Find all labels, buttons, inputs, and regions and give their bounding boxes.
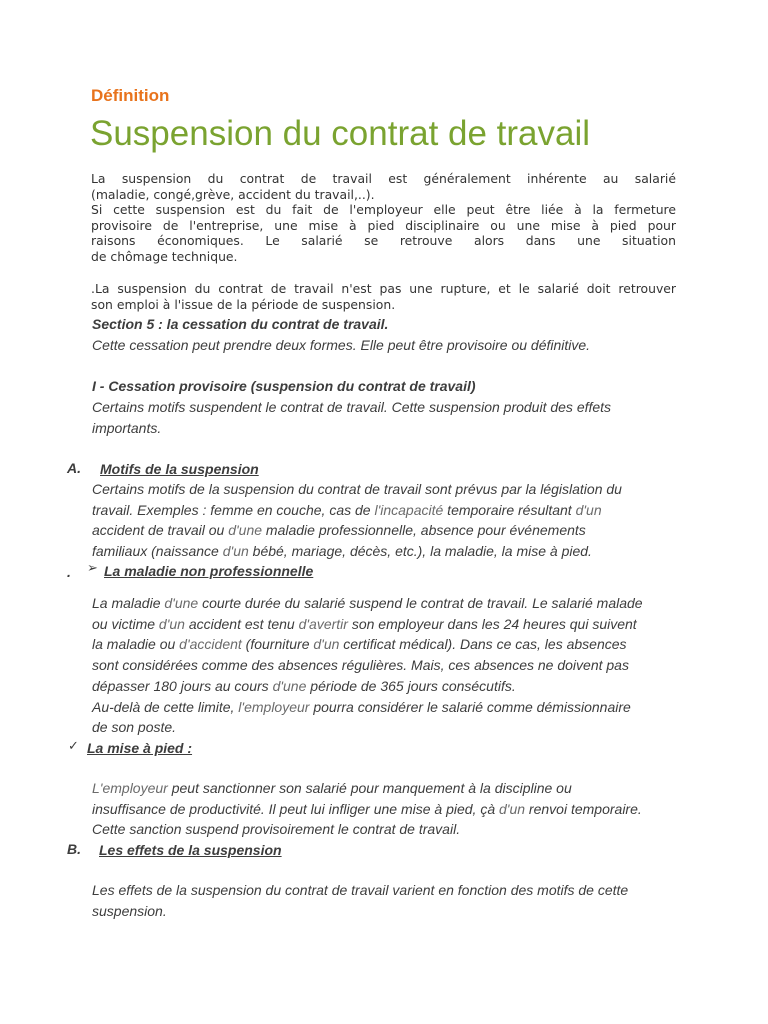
section-b-line: Les effets de la suspension du contrat de travail varient en fonction des motifs de cette — [92, 882, 629, 898]
section-b-line: suspension. — [92, 902, 167, 919]
maladie-line: dépasser 180 jours au cours d'une période de 365 jours consécutifs. — [92, 677, 516, 694]
section-b-heading: Les effets de la suspension — [99, 842, 282, 858]
arrow-bullet-icon: ➢ — [87, 561, 98, 576]
intro-line: provisoire de l'entreprise, une mise à pied disciplinaire ou une mise à pied pour — [91, 217, 676, 233]
maladie-paragraph — [92, 593, 692, 738]
section-a-line: Certains motifs de la suspension du contrat de travail sont prévus par la législation du — [92, 481, 622, 497]
note-line: son emploi à l'issue de la période de suspension. — [91, 296, 396, 312]
intro-line: de chômage technique. — [91, 248, 238, 264]
intro-line: (maladie, congé,grève, accident du travail,..). — [91, 186, 375, 202]
checkmark-icon: ✓ — [68, 739, 79, 754]
page-title: Suspension du contrat de travail — [90, 114, 591, 153]
section-a-line: accident de travail ou d'une maladie professionnelle, absence pour événements — [92, 522, 586, 539]
note-line: .La suspension du contrat de travail n'est pas une rupture, et le salarié doit retrouver — [91, 281, 676, 296]
part1-line: Certains motifs suspendent le contrat de travail. Cette suspension produit des effets — [92, 399, 612, 415]
part1-line: importants. — [92, 419, 162, 436]
maladie-line: sont considérées comme des absences régulières. Mais, ces absences ne doivent pas — [92, 657, 629, 674]
section-a-line: travail. Exemples : femme en couche, cas de l'incapacité temporaire résultant d'un — [92, 501, 602, 518]
miseapied-heading: La mise à pied : — [87, 740, 193, 756]
section-a-heading: Motifs de la suspension — [100, 461, 259, 477]
intro-line: Si cette suspension est du fait de l'employeur elle peut être liée à la fermeture — [91, 202, 676, 218]
maladie-heading: La maladie non professionnelle — [104, 563, 314, 579]
maladie-line: de son poste. — [92, 719, 177, 736]
definition-label: Définition — [91, 86, 170, 105]
intro-line: raisons économiques. Le salarié se retrouve alors dans une situation — [91, 233, 676, 249]
maladie-line: ou victime d'un accident est tenu d'avertir son employeur dans les 24 heures qui suivent — [92, 615, 637, 632]
section5-text: Cette cessation peut prendre deux formes. Elle peut être provisoire ou définitive. — [92, 337, 591, 353]
section-a-marker: A. — [67, 460, 81, 476]
section5-heading: Section 5 : la cessation du contrat de travail. — [92, 316, 389, 332]
bullet-dot: . — [67, 564, 71, 580]
maladie-line: la maladie ou d'accident (fourniture d'un certificat médical). Dans ce cas, les absences — [92, 636, 627, 653]
intro-paragraph — [91, 171, 676, 265]
part1-heading: I - Cessation provisoire (suspension du contrat de travail) — [92, 378, 476, 394]
miseapied-line: Cette sanction suspend provisoirement le contrat de travail. — [92, 821, 461, 838]
intro-line: La suspension du contrat de travail est généralement inhérente au salarié — [91, 171, 676, 186]
maladie-line: La maladie d'une courte durée du salarié suspend le contrat de travail. Le salarié malade — [92, 595, 643, 611]
miseapied-paragraph — [92, 778, 692, 840]
section-a-paragraph — [92, 479, 692, 562]
section-a-line: familiaux (naissance d'un bébé, mariage, décès, etc.), la maladie, la mise à pied. — [92, 543, 592, 560]
intro-note — [91, 281, 676, 312]
section-b-marker: B. — [67, 841, 81, 857]
maladie-line: Au-delà de cette limite, l'employeur pourra considérer le salarié comme démissionnaire — [92, 698, 631, 715]
miseapied-line: insuffisance de productivité. Il peut lui infliger une mise à pied, çà d'un renvoi temporaire. — [92, 800, 642, 817]
section-b-paragraph — [92, 880, 692, 921]
miseapied-line: L'employeur peut sanctionner son salarié pour manquement à la discipline ou — [92, 780, 572, 796]
part1-paragraph — [92, 397, 611, 438]
